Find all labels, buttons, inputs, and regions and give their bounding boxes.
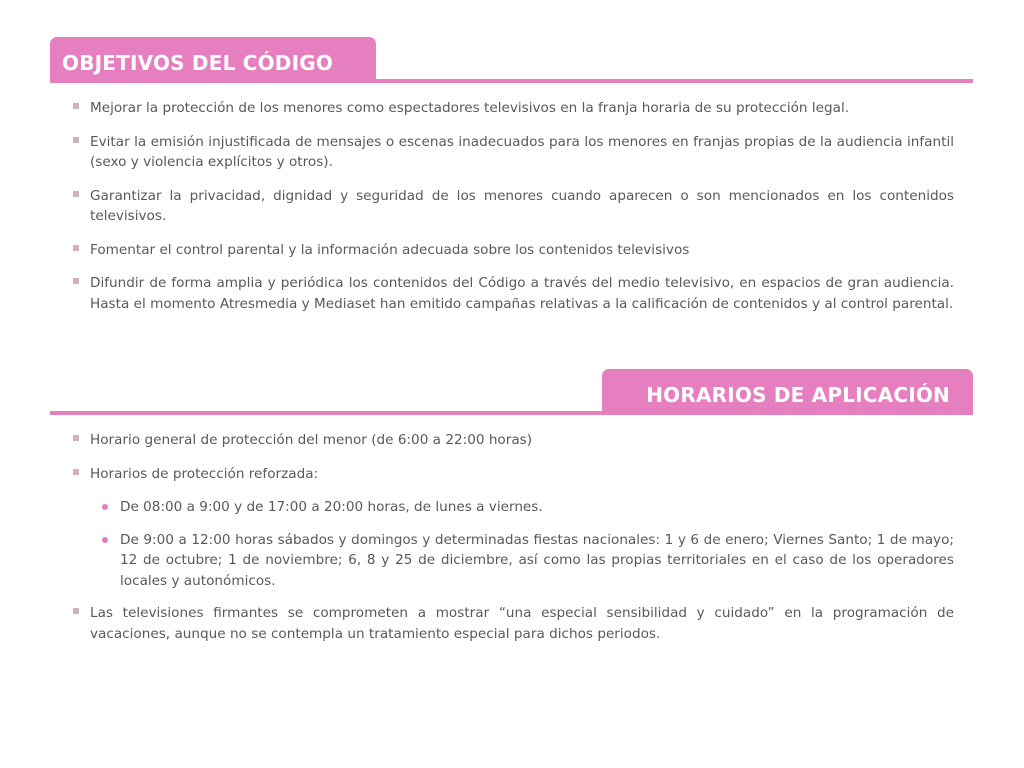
square-bullet-icon <box>73 137 79 143</box>
section-divider-line <box>370 79 973 83</box>
square-bullet-icon <box>73 608 79 614</box>
list-item <box>72 98 954 119</box>
list-item <box>72 430 954 451</box>
sub-list-item-text: De 08:00 a 9:00 y de 17:00 a 20:00 horas, de lunes a viernes. <box>120 499 543 515</box>
list-item <box>72 603 954 644</box>
list-item-text: Difundir de forma amplia y periódica los contenidos del Código a través del medio televisivo, en espacios de gran audiencia. Hasta el momento Atresmedia y Mediaset han emitido campañas relativas a la calificación de contenidos y al control parental. <box>90 275 954 312</box>
list-item <box>72 464 954 485</box>
section-title-objetivos: OBJETIVOS DEL CÓDIGO <box>50 37 376 83</box>
sub-list-item <box>102 497 954 518</box>
square-bullet-icon <box>73 278 79 284</box>
square-bullet-icon <box>73 103 79 109</box>
list-item-text: Las televisiones firmantes se comprometen a mostrar “una especial sensibilidad y cuidado” en la programación de vacaciones, aunque no se contempla un tratamiento especial para dichos periodos. <box>90 605 954 642</box>
sub-list-item <box>102 530 954 592</box>
dot-bullet-icon <box>102 504 108 510</box>
square-bullet-icon <box>73 191 79 197</box>
list-item <box>72 186 954 227</box>
list-item-text: Horario general de protección del menor (de 6:00 a 22:00 horas) <box>90 432 533 448</box>
list-item-text: Horarios de protección reforzada: <box>90 465 319 482</box>
list-item-text: Fomentar el control parental y la información adecuada sobre los contenidos televisivos <box>90 241 690 258</box>
section-divider-line <box>50 411 610 415</box>
list-item <box>72 132 954 173</box>
sub-list-item-text: De 9:00 a 12:00 horas sábados y domingos y determinadas fiestas nacionales: 1 y 6 de enero; Viernes Santo; 1 de mayo; 12 de octubre; 1 de noviembre; 6, 8 y 25 de diciembre, así como las propias territoriales en el caso de los operadores locales y autonómicos. <box>120 531 954 589</box>
section-header-objetivos <box>50 37 973 83</box>
list-item-text: Mejorar la protección de los menores como espectadores televisivos en la franja horaria de su protección legal. <box>90 100 850 116</box>
dot-bullet-icon <box>102 537 108 543</box>
section-header-horarios <box>50 369 973 415</box>
square-bullet-icon <box>73 435 79 441</box>
objetivos-list <box>72 98 954 327</box>
list-item <box>72 273 954 314</box>
list-item <box>72 240 954 261</box>
list-item-text: Garantizar la privacidad, dignidad y seguridad de los menores cuando aparecen o son mencionados en los contenidos televisivos. <box>90 187 954 224</box>
square-bullet-icon <box>73 469 79 475</box>
horarios-list <box>72 430 954 657</box>
section-title-horarios: HORARIOS DE APLICACIÓN <box>602 369 973 415</box>
square-bullet-icon <box>73 245 79 251</box>
list-item-text: Evitar la emisión injustificada de mensajes o escenas inadecuados para los menores en franjas propias de la audiencia infantil (sexo y violencia explícitos y otros). <box>90 133 954 170</box>
